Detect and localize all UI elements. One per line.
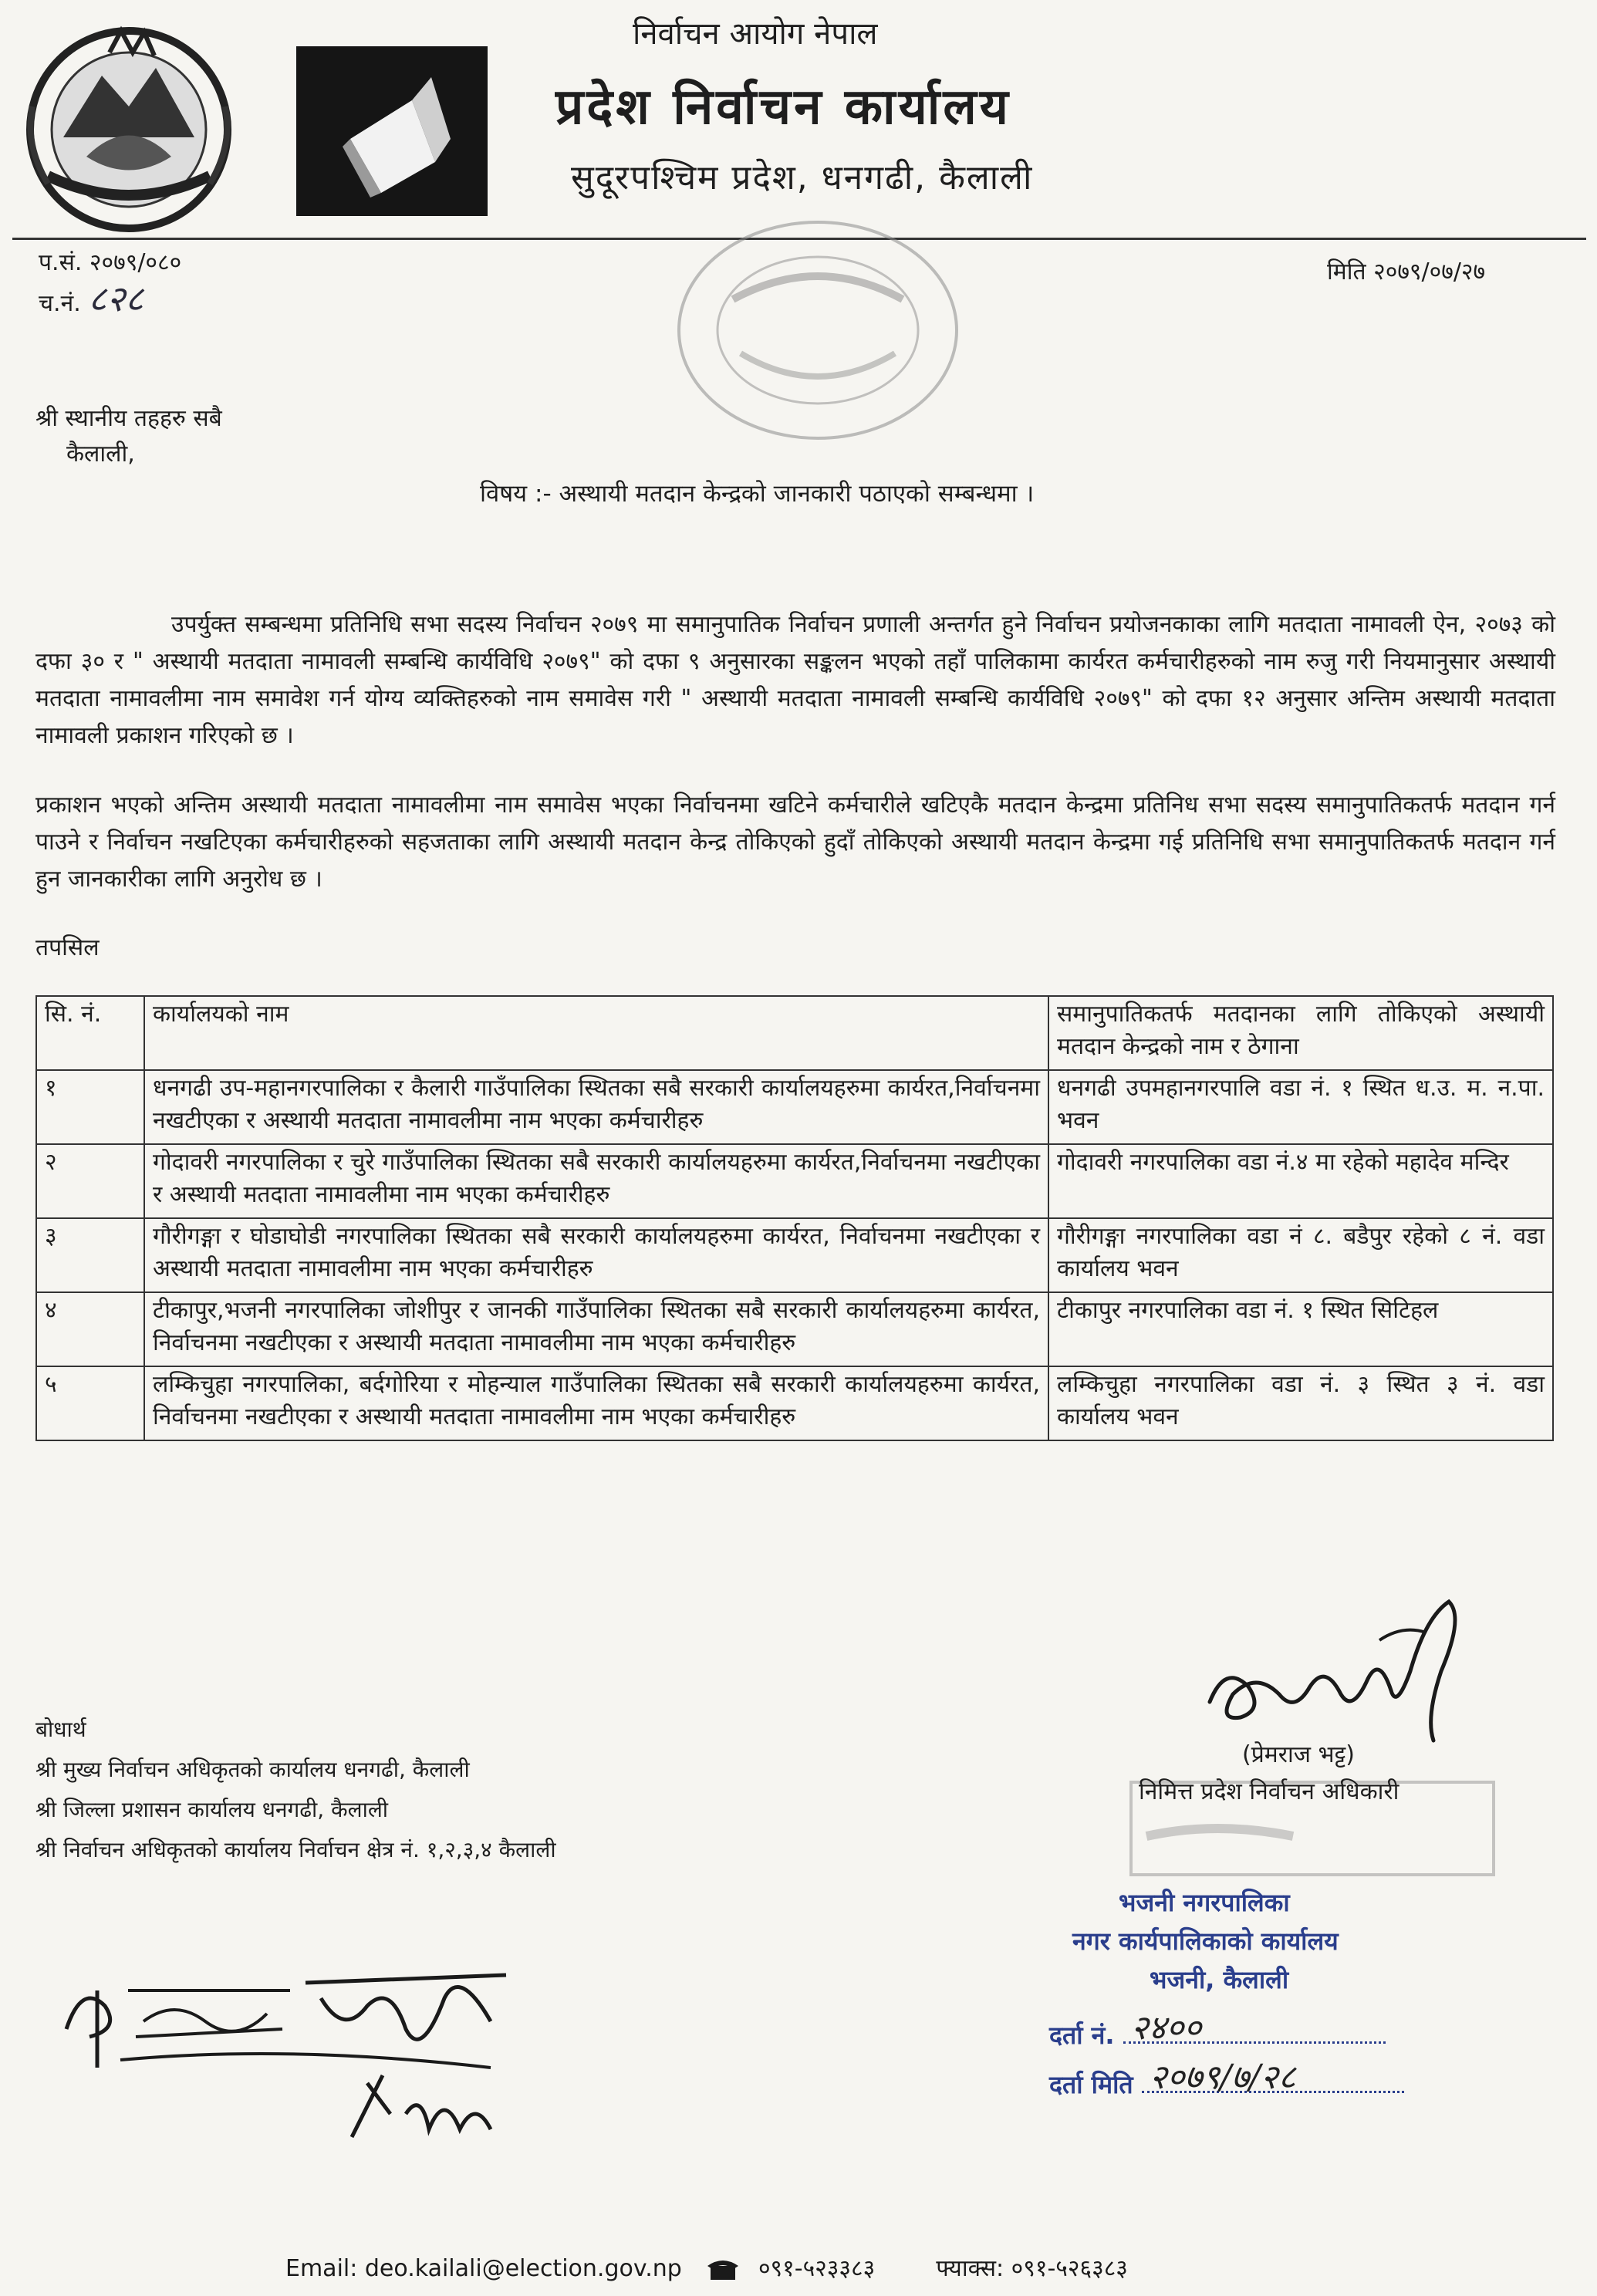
row-sn: १ (36, 1070, 144, 1144)
office-location: सुदूरपश्चिम प्रदेश, धनगढी, कैलाली (571, 158, 1034, 198)
footer-fax: फ्याक्स: ०९१-५२६३८३ (936, 2255, 1128, 2282)
letter-date: मिति २०७९/०७/२७ (1327, 258, 1486, 285)
darta-number-label: दर्ता नं. (1049, 2021, 1115, 2050)
header-center: समानुपातिकतर्फ मतदानका लागि तोकिएको अस्थायी मतदान केन्द्रको नाम र ठेगाना (1048, 996, 1553, 1070)
cc-line: श्री जिल्ला प्रशासन कार्यालय धनगढी, कैलाली (35, 1797, 389, 1822)
office-name: प्रदेश निर्वाचन कार्यालय (555, 79, 1011, 136)
stamp-office: नगर कार्यपालिकाको कार्यालय (1072, 1926, 1339, 1956)
row-office: गौरीगङ्गा र घोडाघोडी नगरपालिका स्थितका सबै सरकारी कार्यालयहरुमा कार्यरत, निर्वाचनमा नखटीएका र अस्थायी मतदाता नामावलीमा नाम भएका कर्मचारीहरु (144, 1218, 1048, 1292)
reference-block (39, 245, 181, 322)
handwritten-note (59, 1936, 537, 2152)
body-paragraph-1: उपर्युक्त सम्बन्धमा प्रतिनिधि सभा सदस्य निर्वाचन २०७९ मा समानुपातिक निर्वाचन प्रणाली अन्तर्गत हुने निर्वाचन प्रयोजनकाका लागि मतदाता नामावली ऐन, २०७३ को दफा ३० र " अस्थायी मतदाता नामावली सम्बन्धि कार्यविधि २०७९" को दफा ९ अनुसारका सङ्कलन भएको तहाँ पालिकामा कार्यरत कर्मचारीहरुको नाम रुजु गरी नियमानुसार अस्थायी मतदाता नामावलीमा नाम समावेश गर्न योग्य व्यक्तिहरुको नाम समावेस गरी " अस्थायी मतदाता नामावली सम्बन्धि कार्यविधि २०७९" को दफा १२ अनुसार अन्तिम अस्थायी मतदाता नामावली प्रकाशन गरिएको छ । (35, 611, 1555, 749)
row-office: टीकापुर,भजनी नगरपालिका जोशीपुर र जानकी गाउँपालिका स्थितका सबै सरकारी कार्यालयहरुमा कार्यरत, निर्वाचनमा नखटीएका र अस्थायी मतदाता नामावलीमा नाम भएका कर्मचारीहरु (144, 1292, 1048, 1366)
addressee-line2: कैलाली, (66, 441, 135, 468)
row-office: धनगढी उप-महानगरपालिका र कैलारी गाउँपालिका स्थितका सबै सरकारी कार्यालयहरुमा कार्यरत,निर्वाचनमा नखटीएका र अस्थायी मतदाता नामावलीमा नाम भएका कर्मचारीहरु (144, 1070, 1048, 1144)
table-row (36, 1070, 1553, 1144)
row-sn: ५ (36, 1366, 144, 1440)
signatory-name: (प्रेमराज भट्ट) (1242, 1741, 1356, 1768)
cn-row (39, 278, 181, 322)
table-row (36, 1292, 1553, 1366)
cc-line: श्री मुख्य निर्वाचन अधिकृतको कार्यालय धनगढी, कैलाली (35, 1757, 470, 1782)
row-center: गोदावरी नगरपालिका वडा नं.४ मा रहेको महादेव मन्दिर (1048, 1144, 1553, 1218)
table-row (36, 1144, 1553, 1218)
signatory-title: निमित्त प्रदेश निर्वाचन अधिकारी (1139, 1778, 1399, 1805)
cn-label: च.नं. (39, 290, 81, 317)
body-paragraph-2: प्रकाशन भएको अन्तिम अस्थायी मतदाता नामावलीमा नाम समावेस भएका निर्वाचनमा खटिने कर्मचारीले खटिएकै मतदान केन्द्रमा प्रतिनिध सभा सदस्य समानुपातिकतर्फ मतदान गर्न पाउने र निर्वाचन नखटिएका कर्मचारीहरुको सहजताका लागि अस्थायी मतदान केन्द्र तोकिएको हुदाँ तोकिएको अस्थायी मतदान केन्द्रमा गई प्रतिनिधि सभा समानुपातिकतर्फ मतदान गर्न हुन जानकारीका लागि अनुरोध छ । (35, 792, 1555, 893)
table-row (36, 1366, 1553, 1440)
phone-icon (707, 2258, 738, 2281)
darta-date-value: २०७९/७/२८ (1149, 2058, 1296, 2097)
table-header-row (36, 996, 1553, 1070)
row-sn: ४ (36, 1292, 144, 1366)
tapsil-heading: तपसिल (35, 934, 100, 961)
office-seal-stamp (656, 207, 980, 461)
commission-name: निर्वाचन आयोग नेपाल (633, 16, 878, 52)
table-row (36, 1218, 1553, 1292)
footer-phone: ०९१-५२३३८३ (758, 2255, 876, 2282)
darta-date-label: दर्ता मिति (1049, 2070, 1133, 2099)
row-sn: २ (36, 1144, 144, 1218)
darta-number-row (1049, 2008, 1386, 2051)
row-center: लम्किचुहा नगरपालिका वडा नं. ३ स्थित ३ नं. वडा कार्यालय भवन (1048, 1366, 1553, 1440)
stamp-municipality: भजनी नगरपालिका (1119, 1888, 1290, 1917)
nepal-emblem-icon (17, 22, 241, 238)
polling-center-table (35, 995, 1554, 1441)
row-office: लम्किचुहा नगरपालिका, बर्दगोरिया र मोहन्याल गाउँपालिका स्थितका सबै सरकारी कार्यालयहरुमा कार्यरत, निर्वाचनमा नखटीएका र अस्थायी मतदाता नामावलीमा नाम भएका कर्मचारीहरु (144, 1366, 1048, 1440)
row-center: धनगढी उपमहानगरपालि वडा नं. १ स्थित ध.उ. म. न.पा. भवन (1048, 1070, 1553, 1144)
row-center: गौरीगङ्गा नगरपालिका वडा नं ८. बडैपुर रहेको ८ नं. वडा कार्यालय भवन (1048, 1218, 1553, 1292)
row-office: गोदावरी नगरपालिका र चुरे गाउँपालिका स्थितका सबै सरकारी कार्यालयहरुमा कार्यरत,निर्वाचनमा नखटीएका र अस्थायी मतदाता नामावलीमा नाम भएका कर्मचारीहरु (144, 1144, 1048, 1218)
addressee (35, 401, 222, 472)
addressee-line1: श्री स्थानीय तहहरु सबै (35, 405, 222, 432)
stamp-location: भजनी, कैलाली (1150, 1965, 1289, 1994)
header-office: कार्यालयको नाम (144, 996, 1048, 1070)
header-sn: सि. नं. (36, 996, 144, 1070)
office-stamp-faint (1123, 1751, 1501, 1890)
footer-contact (285, 2251, 1128, 2283)
cc-line: श्री निर्वाचन अधिकृतको कार्यालय निर्वाचन क्षेत्र नं. १,२,३,४ कैलाली (35, 1837, 556, 1862)
footer-email: Email: deo.kailali@election.gov.np (285, 2255, 682, 2282)
row-sn: ३ (36, 1218, 144, 1292)
darta-number-value: २४०० (1130, 2008, 1202, 2048)
darta-date-row (1049, 2058, 1404, 2101)
cc-title: बोधार्थ (35, 1717, 86, 1742)
cn-handwritten: ८२८ (88, 278, 144, 319)
ps-number: प.सं. २०७९/०८० (39, 249, 182, 276)
ballot-logo-icon (296, 46, 488, 216)
cc-block (35, 1710, 556, 1870)
row-center: टीकापुर नगरपालिका वडा नं. १ स्थित सिटिहल (1048, 1292, 1553, 1366)
subject-line: विषय :- अस्थायी मतदान केन्द्रको जानकारी पठाएको सम्बन्धमा । (480, 480, 1035, 508)
